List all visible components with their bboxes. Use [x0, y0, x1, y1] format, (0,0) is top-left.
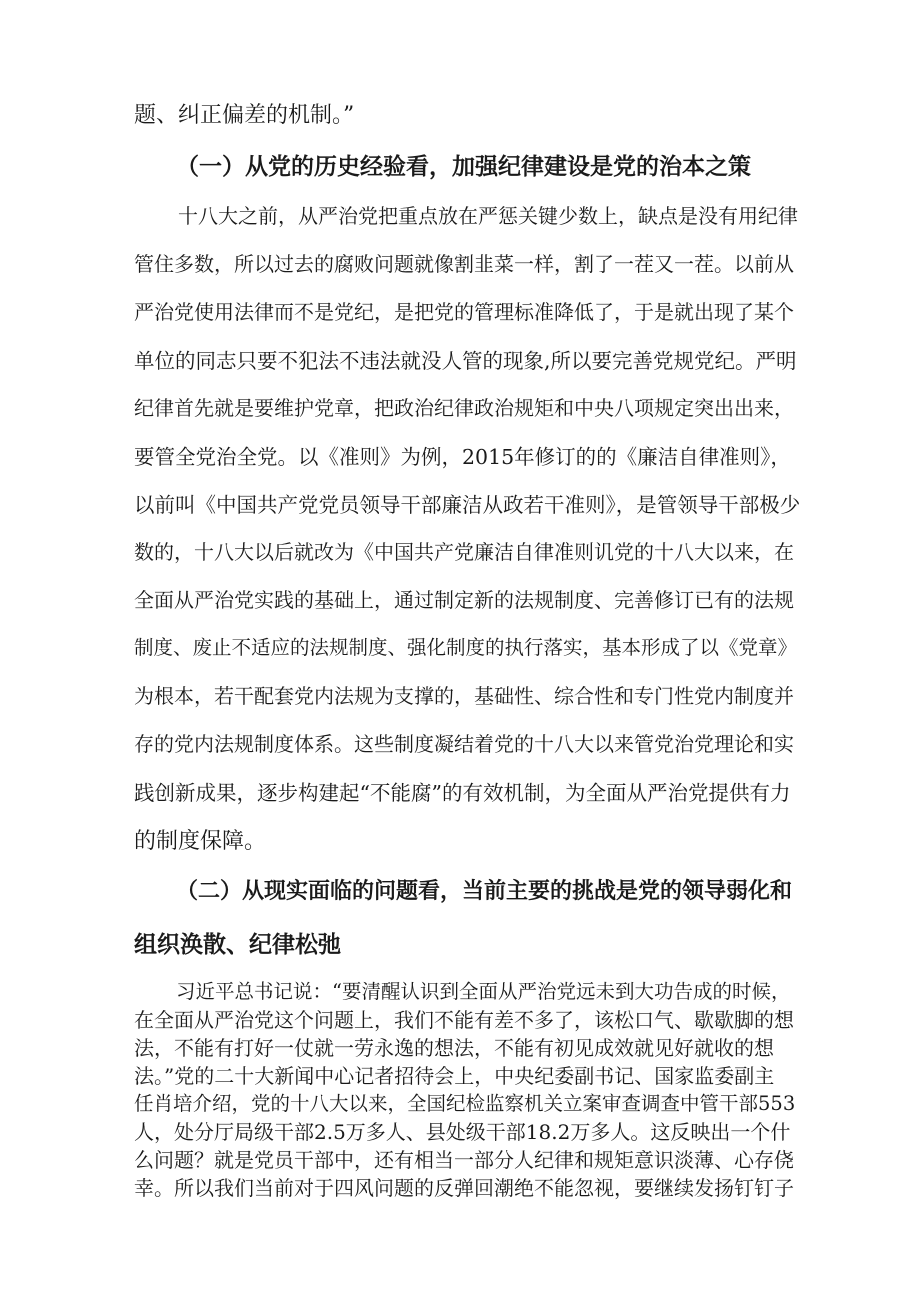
paragraph-line: 幸。所以我们当前对于四风问题的反弹回潮绝不能忽视，要继续发扬钉钉子 — [134, 1176, 794, 1200]
paragraph-line: 制度、废止不适应的法规制度、强化制度的执行落实，基本形成了以《党章》 — [134, 636, 798, 659]
section-heading: （二）从现实面临的问题看，当前主要的挑战是党的领导弱化和 — [176, 879, 793, 904]
paragraph-line: 为根本，若干配套党内法规为支撑的，基础性、综合性和专门性党内制度并 — [134, 684, 794, 708]
paragraph-line: 么问题？就是党员干部中，还有相当一部分人纪律和规矩意识淡薄、心存侥 — [134, 1148, 794, 1172]
paragraph-line: 人，处分厅局级干部2.5万多人、县处级干部18.2万多人。这反映出一个什 — [134, 1120, 791, 1144]
paragraph-line: 法，不能有打好一仗就一劳永逸的想法，不能有初见成效就见好就收的想 — [134, 1036, 774, 1060]
paragraph-line: 的制度保障。 — [134, 829, 267, 854]
paragraph-line: 全面从严治党实践的基础上，通过制定新的法规制度、完善修订已有的法规 — [134, 588, 794, 612]
paragraph-line: 题、纠正偏差的机制。” — [134, 103, 355, 128]
paragraph-line: 任肖培介绍，党的十八大以来，全国纪检监察机关立案审查调查中管干部553 — [134, 1092, 796, 1115]
paragraph-line: 习近平总书记说：“要清醒认识到全面从严治党远未到大功告成的时候， — [176, 980, 791, 1003]
paragraph-line: 践创新成果，逐步构建起“不能腐”的有效机制，为全面从严治党提供有力 — [134, 781, 791, 805]
paragraph-line: 单位的同志只要不犯法不违法就没人管的现象,所以要完善党规党纪。严明 — [134, 349, 797, 373]
paragraph-line: 十八大之前，从严治党把重点放在严惩关键少数上，缺点是没有用纪律 — [178, 204, 798, 228]
paragraph-line: 管住多数，所以过去的腐败问题就像割韭菜一样，割了一茬又一茬。以前从 — [134, 252, 794, 276]
paragraph-line: 以前叫《中国共产党党员领导干部廉洁从政若干准则》，是管领导干部极少 — [134, 493, 801, 517]
section-heading-continuation: 组织涣散、纪律松弛 — [134, 932, 341, 958]
paragraph-line: 要管全党治全党。以《准则》为例，2015年修订的的《廉洁自律准则》， — [134, 445, 791, 469]
paragraph-line: 在全面从严治党这个问题上，我们不能有差不多了，该松口气、歇歇脚的想 — [134, 1008, 794, 1032]
paragraph-line: 数的，十八大以后就改为《中国共产党廉洁自律准则讥党的十八大以来，在 — [134, 540, 794, 564]
paragraph-line: 法。”党的二十大新闻中心记者招待会上，中央纪委副书记、国家监委副主 — [134, 1064, 775, 1088]
paragraph-line: 存的党内法规制度体系。这些制度凝结着党的十八大以来管党治党理论和实 — [134, 732, 794, 756]
paragraph-line: 纪律首先就是要维护党章，把政治纪律政治规矩和中央八项规定突出出来， — [134, 396, 794, 420]
section-heading: （一）从党的历史经验看，加强纪律建设是党的治本之策 — [176, 154, 751, 180]
paragraph-line: 严治党使用法律而不是党纪，是把党的管理标准降低了，于是就出现了某个 — [134, 300, 794, 324]
